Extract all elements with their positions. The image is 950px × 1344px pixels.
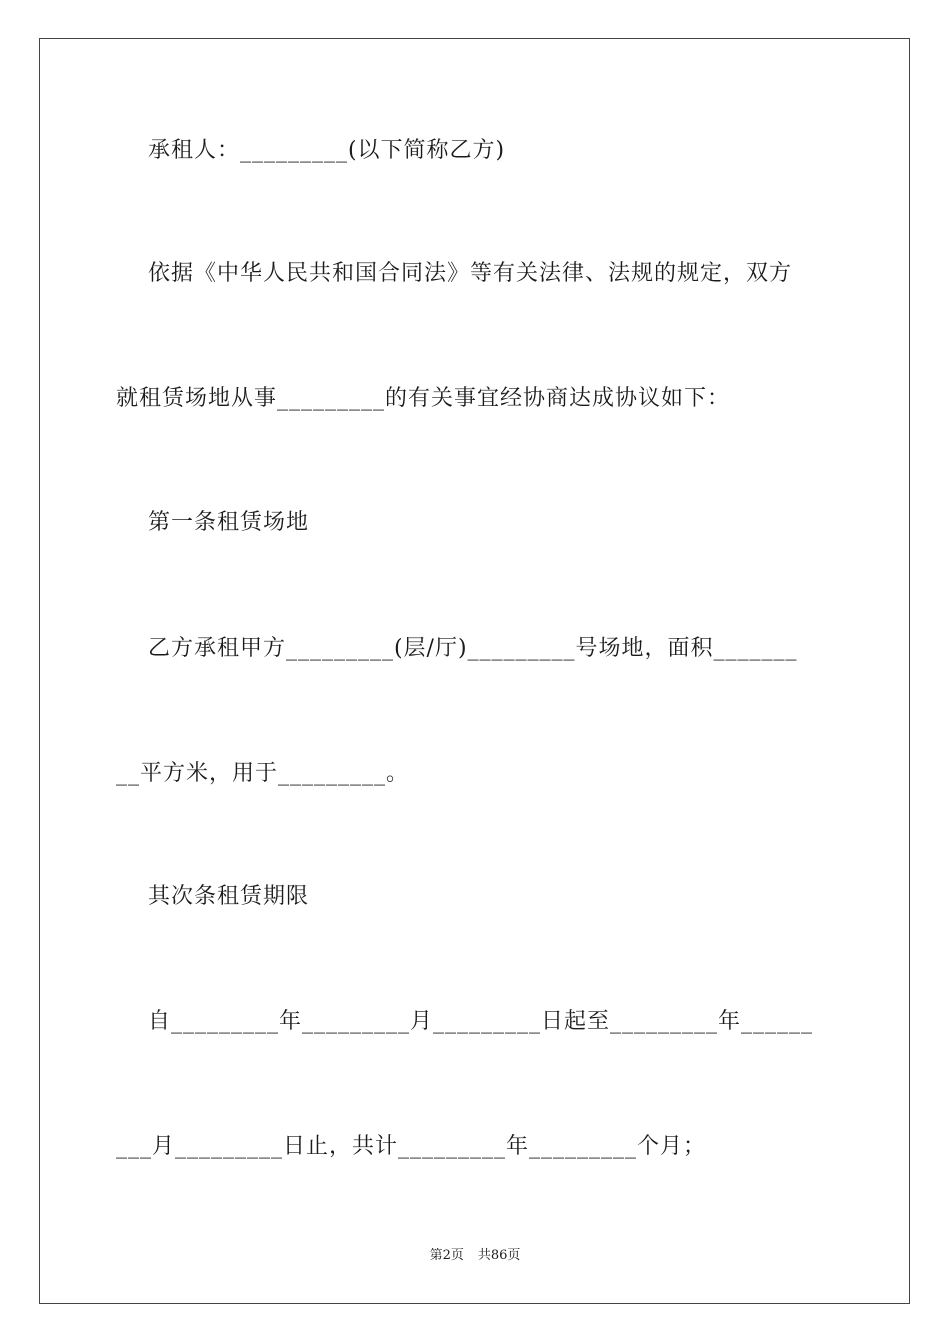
page-footer <box>0 1246 950 1266</box>
area-usage-line: __平方米，用于_________。 <box>116 761 410 786</box>
term-end-line: ___月_________日止，共计_________年_________个月； <box>116 1134 707 1159</box>
page-total: 共86页 <box>477 1248 521 1263</box>
agreement-intro-line: 就租赁场地从事_________的有关事宜经协商达成协议如下： <box>116 386 731 411</box>
legal-basis-line: 依据《中华人民共和国合同法》等有关法律、法规的规定，双方 <box>116 261 792 286</box>
page-number: 第2页 <box>429 1248 464 1263</box>
article-two-heading: 其次条租赁期限 <box>116 884 309 909</box>
premises-line: 乙方承租甲方_________(层/厅)_________号场地，面积_______ <box>116 636 798 661</box>
term-start-line: 自_________年_________月_________日起至_________年______ <box>116 1009 813 1034</box>
lessee-line: 承租人：_________(以下简称乙方) <box>116 138 506 163</box>
page-border <box>39 38 910 1304</box>
article-one-heading: 第一条租赁场地 <box>116 510 309 535</box>
